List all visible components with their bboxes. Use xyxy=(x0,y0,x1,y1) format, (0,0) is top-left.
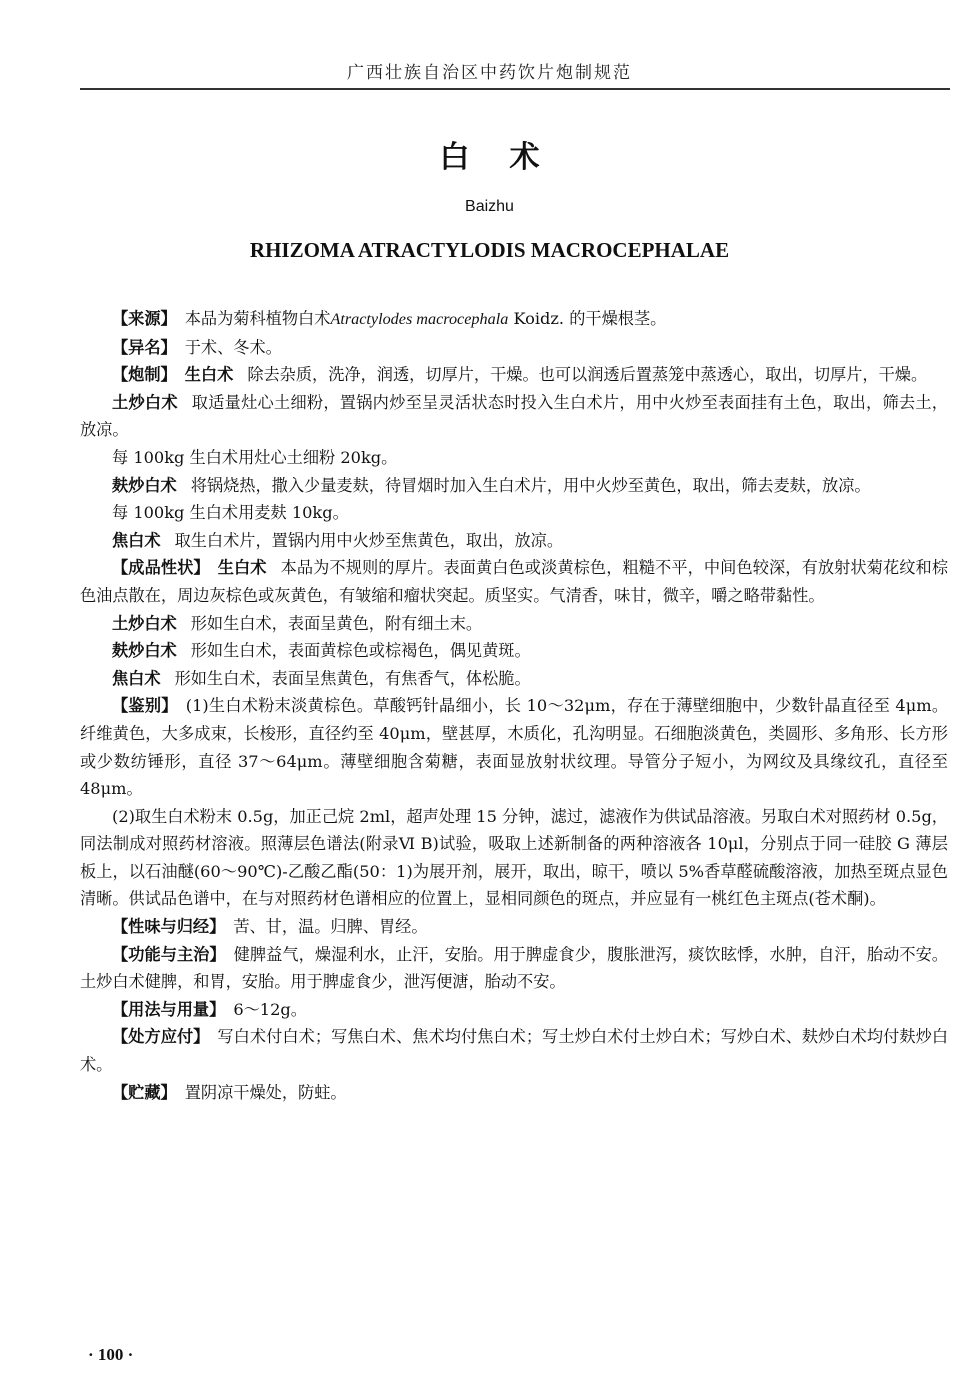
running-header: 广西壮族自治区中药饮片炮制规范 xyxy=(347,63,632,83)
processing-soil-text: 取适量灶心土细粉，置锅内炒至呈灵活状态时投入生白术片，用中火炒至表面挂有土色，取出，筛去土，放凉。 xyxy=(80,392,948,440)
processing-soil xyxy=(80,389,948,444)
source-latin-name: Atractylodes macrocephala xyxy=(330,310,509,328)
section-processing xyxy=(80,361,948,389)
character-raw-text: 本品为不规则的厚片。表面黄白色或淡黄棕色，粗糙不平，中间色较深，有放射状菊花纹和棕色油点散在，周边灰棕色或灰黄色，有皱缩和瘤状突起。质坚实。气清香，味甘，微辛，嚼之略带黏性。 xyxy=(80,558,949,605)
section-function xyxy=(80,941,948,996)
section-alias xyxy=(80,334,948,362)
processing-charred xyxy=(80,527,948,555)
section-label-character: 【成品性状】 xyxy=(112,558,210,578)
identification-text-2: (2)取生白术粉末 0.5g，加正己烷 2ml，超声处理 15 分钟，滤过，滤液作为供试品溶液。另取白术对照药材 0.5g，同法制成对照药材溶液。照薄层色谱法(附录Ⅵ B)试验，吸取上述新制备的两种溶液各 10μl，分别点于同一硅胶 G 薄层板上，以石油醚(60～90℃)-乙酸乙酯(50：1)为展开剂，展开，取出，晾干，喷以 5%香草醛硫酸溶液，加热至斑点显色清晰。供试品色谱中，在与对照药材色谱相应的位置上，显相同颜色的斑点，并应显有一桃红色主斑点(苍术酮)。 xyxy=(80,806,948,909)
section-label-nature: 【性味与归经】 xyxy=(112,917,226,937)
character-bran-name: 麸炒白术 xyxy=(112,641,177,661)
character-soil-text: 形如生白术，表面呈黄色，附有细土末。 xyxy=(190,613,483,633)
section-label-identification: 【鉴别】 xyxy=(112,696,178,716)
page-number: · 100 · xyxy=(88,1345,134,1364)
dosage-text: 6～12g。 xyxy=(233,999,307,1019)
character-raw-name: 生白术 xyxy=(217,558,267,578)
section-label-alias: 【异名】 xyxy=(112,337,177,357)
section-nature xyxy=(80,913,948,941)
character-bran xyxy=(80,637,948,665)
identification-text-1: (1)生白术粉末淡黄棕色。草酸钙针晶细小，长 10～32μm，存在于薄壁细胞中，少数针晶直径至 4μm。纤维黄色，大多成束，长梭形，直径约至 40μm，壁甚厚，木质化，孔沟明显。石细胞淡黄色，类圆形、多角形、长方形或少数纺锤形，直径 37～64μm。薄壁细胞含菊糖，表面显放射状纹理。导管分子短小，为网纹及具缘纹孔，直径至 48μm。 xyxy=(80,696,949,799)
section-label-processing: 【炮制】 xyxy=(112,365,177,385)
monograph-pinyin: Baizhu xyxy=(465,198,514,215)
character-charred-name: 焦白术 xyxy=(112,668,161,688)
character-bran-text: 形如生白术，表面黄棕色或棕褐色，偶见黄斑。 xyxy=(190,641,531,661)
section-character xyxy=(80,554,948,609)
section-source xyxy=(80,305,948,334)
monograph-latin-name: RHIZOMA ATRACTYLODIS MACROCEPHALAE xyxy=(249,238,730,262)
source-text-after: Koidz. 的干燥根茎。 xyxy=(508,309,667,328)
monograph-body xyxy=(80,305,948,1106)
processing-charred-name: 焦白术 xyxy=(112,530,161,550)
processing-bran-text: 将锅烧热，撒入少量麦麸，待冒烟时加入生白术片，用中火炒至黄色，取出，筛去麦麸，放凉。 xyxy=(190,475,871,495)
section-label-storage: 【贮藏】 xyxy=(112,1082,177,1102)
processing-soil-name: 土炒白术 xyxy=(112,392,178,412)
section-label-dosage: 【用法与用量】 xyxy=(112,999,226,1019)
nature-text: 苦、甘，温。归脾、胃经。 xyxy=(233,917,428,937)
processing-bran-name: 麸炒白术 xyxy=(112,475,177,495)
character-soil xyxy=(80,610,948,638)
processing-bran-amount: 每 100kg 生白术用麦麸 10kg。 xyxy=(112,503,349,523)
character-charred xyxy=(80,665,948,693)
section-label-prescription: 【处方应付】 xyxy=(112,1027,210,1047)
function-text: 健脾益气，燥湿利水，止汗，安胎。用于脾虚食少，腹胀泄泻，痰饮眩悸，水肿，自汗，胎动不安。土炒白术健脾，和胃，安胎。用于脾虚食少，泄泻便溏，胎动不安。 xyxy=(80,944,948,992)
storage-text: 置阴凉干燥处，防蛀。 xyxy=(184,1082,347,1102)
section-identification xyxy=(80,692,948,802)
character-charred-text: 形如生白术，表面呈焦黄色，有焦香气，体松脆。 xyxy=(174,668,531,688)
processing-bran xyxy=(80,472,948,500)
section-storage xyxy=(80,1079,948,1107)
section-prescription xyxy=(80,1023,948,1078)
processing-soil-amount: 每 100kg 生白术用灶心土细粉 20kg。 xyxy=(112,447,398,467)
character-soil-name: 土炒白术 xyxy=(112,613,177,633)
monograph-title: 白术 xyxy=(439,140,580,175)
section-dosage xyxy=(80,996,948,1024)
processing-raw-name: 生白术 xyxy=(184,365,234,385)
alias-text: 于术、冬术。 xyxy=(184,337,282,357)
header-rule xyxy=(80,88,950,90)
processing-raw-text: 除去杂质，洗净，润透，切厚片，干燥。也可以润透后置蒸笼中蒸透心，取出，切厚片，干燥。 xyxy=(247,365,928,385)
prescription-text: 写白术付白术；写焦白术、焦术均付焦白术；写土炒白术付土炒白术；写炒白术、麸炒白术均付麸炒白术。 xyxy=(80,1027,949,1075)
section-label-source: 【来源】 xyxy=(112,309,177,328)
source-text-before: 本品为菊科植物白术 xyxy=(184,309,331,328)
section-label-function: 【功能与主治】 xyxy=(112,944,226,964)
processing-charred-text: 取生白术片，置锅内用中火炒至焦黄色，取出，放凉。 xyxy=(174,530,564,550)
